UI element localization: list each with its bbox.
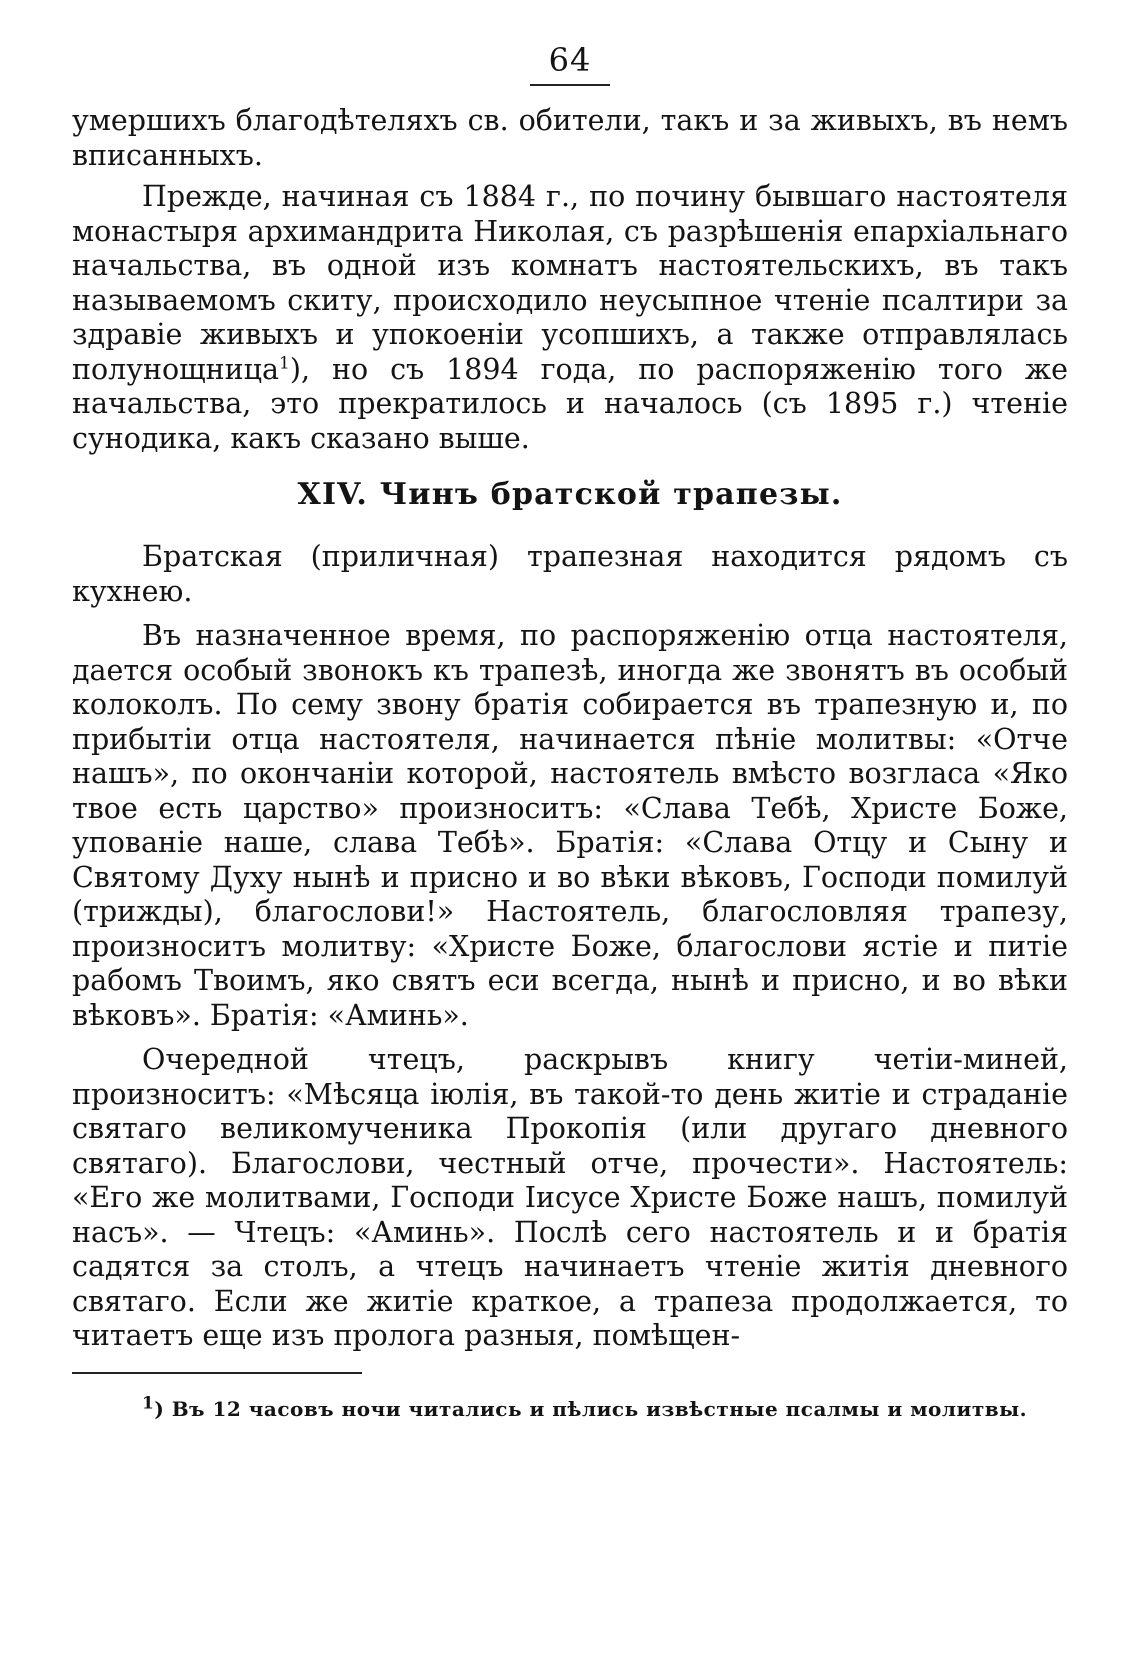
page-number: 64	[530, 40, 610, 86]
paragraph-1: умершихъ благодѣтеляхъ св. обители, такъ и за живыхъ, въ немъ вписанныхъ.	[72, 104, 1068, 172]
paragraph-3: Братская (приличная) трапезная находится рядомъ съ кухнею.	[72, 540, 1068, 608]
footnote-marker: 1	[142, 1392, 155, 1413]
footnote	[72, 1394, 1068, 1424]
footnote-text: ) Въ 12 часовъ ночи читались и пѣлись извѣстные псалмы и молитвы.	[154, 1396, 1028, 1421]
paragraph-4: Въ назначенное время, по распоряженію отца настоятеля, дается особый звонокъ къ трапезѣ, иногда же звонятъ въ особый колоколъ. По сему звону братія собирается въ трапезную и, по прибытіи отца настоятеля, начинается пѣніе молитвы: «Отче нашъ», по окончаніи которой, настоятель вмѣсто возгласа «Яко твое есть царство» произноситъ: «Слава Тебѣ, Христе Боже, упованіе наше, слава Тебѣ». Братія: «Слава Отцу и Сыну и Святому Духу нынѣ и присно и во вѣки вѣковъ, Господи помилуй (трижды), благослови!» Настоятель, благословляя трапезу, произноситъ молитву: «Христе Боже, благослови ястіе и питіе рабомъ Твоимъ, яко святъ еси всегда, нынѣ и присно, и во вѣки вѣковъ». Братія: «Аминь».	[72, 619, 1068, 1032]
paragraph-2-text: Прежде, начиная съ 1884 г., по почину бывшаго настоятеля монастыря архимандрита Николая, съ разрѣшенія епархіальнаго начальства, въ одной изъ комнатъ настоятельскихъ, въ такъ называемомъ скиту, происходило неусыпное чтеніе псалтири за здравіе живыхъ и упокоеніи усопшихъ, а также отправлялась полунощница	[72, 180, 1068, 386]
footnote-reference: 1	[279, 353, 290, 373]
paragraph-2-continuation: ), но съ 1894 года, по распоряженію того же начальства, это прекратилось и началось (съ 1895 г.) чтеніе сунодика, какъ сказано выше.	[72, 352, 1068, 455]
main-text	[72, 104, 1068, 1424]
book-page	[72, 40, 1068, 1630]
paragraph-2	[72, 180, 1068, 456]
section-heading: XIV. Чинъ братской трапезы.	[297, 477, 843, 512]
paragraph-5: Очередной чтецъ, раскрывъ книгу четіи-миней, произноситъ: «Мѣсяца іюлія, въ такой-то день житіе и страданіе святаго великомученика Прокопія (или другаго дневного святаго). Благослови, честный отче, прочести». Настоятель: «Его же молитвами, Господи Іисусе Христе Боже нашъ, помилуй насъ». — Чтецъ: «Аминь». Послѣ сего настоятель и и братія садятся за столъ, а чтецъ начинаетъ чтеніе житія дневного святаго. Если же житіе краткое, а трапеза продолжается, то читаетъ еще изъ пролога разныя, помѣщен-	[72, 1043, 1068, 1352]
footnote-divider	[72, 1372, 362, 1374]
